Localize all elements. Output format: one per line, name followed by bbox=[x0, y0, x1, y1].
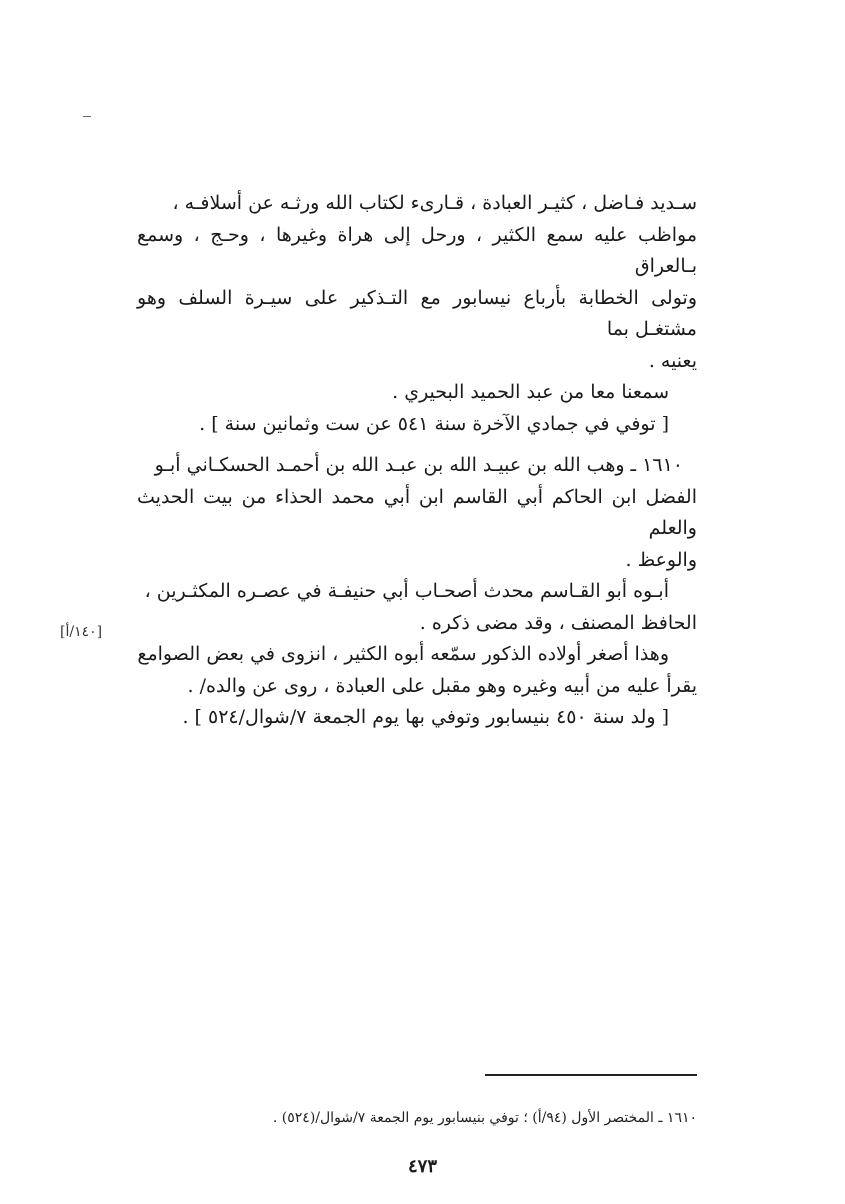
death-note-a: [ توفي في جمادي الآخرة سنة ٥٤١ عن ست وثمانين سنة ] . bbox=[199, 412, 669, 435]
footnote-divider bbox=[485, 1074, 697, 1076]
page-number: ٤٧٣ bbox=[407, 1156, 437, 1177]
entry-heading: ١٦١٠ ـ وهب الله بن عبيـد الله بن عبـد الله بن أحمـد الحسكـاني أبـو bbox=[154, 454, 683, 476]
text-line: يقرأ عليه من أبيه وغيره وهو مقبل على العبادة ، روى عن والده/ . bbox=[187, 674, 697, 697]
margin-reference: [١٤٠/أ] bbox=[60, 624, 103, 640]
text-line: الحافظ المصنف ، وقد مضى ذكره . bbox=[419, 611, 697, 634]
text-line: وتولى الخطابة بأرباع نيسابور مع التـذكير على سيـرة السلف وهو مشتغـل بما bbox=[137, 286, 697, 340]
heard-line: سمعنا معا من عبد الحميد البحيري . bbox=[392, 381, 669, 403]
text-line: يعنيه . bbox=[648, 349, 697, 372]
footnote: ١٦١٠ ـ المختصر الأول (٩٤/أ) ؛ توفي بنيسابور يوم الجمعة ٧/شوال/(٥٢٤) . bbox=[272, 1110, 697, 1126]
text-line: سـديد فـاضل ، كثيـر العبادة ، قـارىء لكتاب الله ورثـه عن أسلافـه ، bbox=[172, 192, 697, 214]
text-line: الفضل ابن الحاكم أبي القاسم ابن أبي محمد الحذاء من بيت الحديث والعلم bbox=[137, 485, 697, 539]
text-line: وهذا أصغر أولاده الذكور سمّعه أبوه الكثير ، انزوى في بعض الصوامع bbox=[137, 643, 669, 665]
text-line: مواظب عليه سمع الكثير ، ورحل إلى هراة وغيرها ، وحـج ، وسمع بـالعراق bbox=[137, 223, 697, 277]
main-text bbox=[137, 188, 697, 734]
death-note-b: [ ولد سنة ٤٥٠ بنيسابور وتوفي بها يوم الجمعة ٧/شوال/٥٢٤ ] . bbox=[182, 706, 669, 728]
text-line: والوعظ . bbox=[625, 548, 697, 571]
margin-tick bbox=[83, 116, 91, 117]
text-line: أبـوه أبو القـاسم محدث أصحـاب أبي حنيفـة في عصـره المكثـرين ، bbox=[144, 580, 669, 602]
